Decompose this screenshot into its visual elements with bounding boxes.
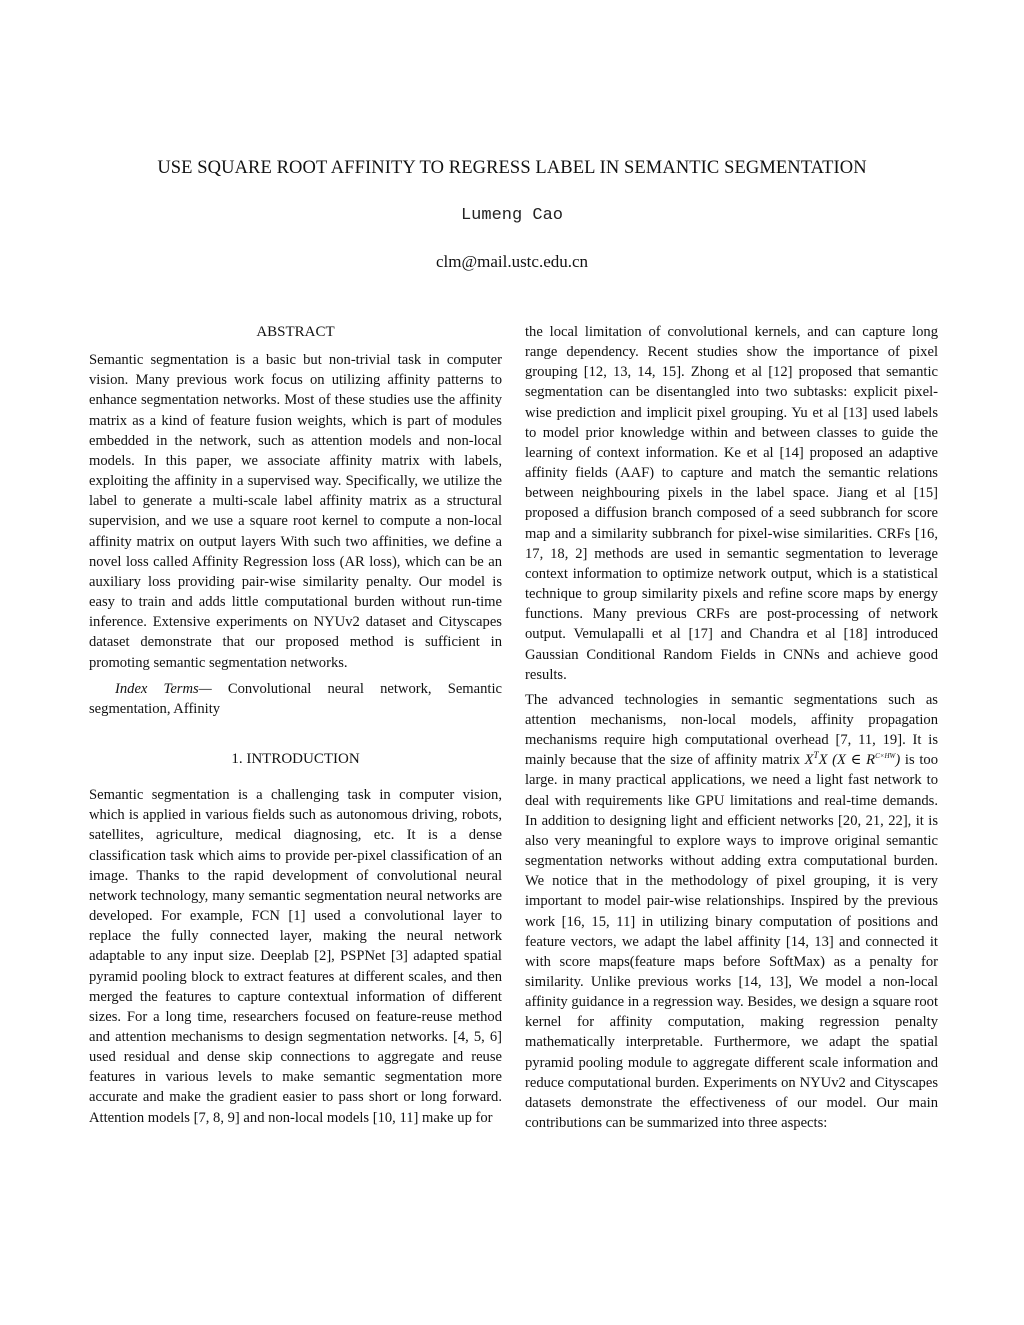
formula-transpose: T: [813, 750, 819, 761]
formula-x: X: [804, 752, 814, 769]
author-name: Lumeng Cao: [460, 206, 564, 225]
introduction-right-paragraph-2: [525, 690, 938, 1133]
left-column: [89, 322, 502, 1128]
introduction-heading: 1. INTRODUCTION: [231, 750, 360, 767]
introduction-left-text: Semantic segmentation is a challenging task in computer vision, which is applied in various fields such as autonomous driving, robots, satellites, agriculture, medical diagnosing, etc. It is a dense classification task which aims to provide per-pixel classification of an image. Thanks to the rapid development of convolutional neural network technology, many semantic segmentation neural networks are developed. For example, FCN [1] used a convolutional layer to replace the fully connected layer, making the neural network adaptable to any input size. Deeplab [2], PSPNet [3] adapted spatial pyramid pooling block to extract features at different scales, and then merged the features to capture contextual information of different sizes. For a long time, researchers focused on feature-reuse method and attention mechanisms to design segmentation networks. [4, 5, 6] used residual and dense skip connections to aggregate and reuse features in various levels to make semantic segmentation more accurate and make the gradient easier to pass short or long forward. Attention models [7, 8, 9] and non-local models [10, 11] make up for: [89, 787, 502, 1126]
paragraph-2-rest: is too large. in many practical applications, we need a light fast network to deal with requirements like GPU limitations and real-time demands. In addition to designing light and efficient networks [20, 21, 22], it is also very meaningful to explore ways to improve original semantic segmentation networks without adding extra computational burden. We notice that in the methodology of pixel grouping, it is very important to model pair-wise relationships. Inspired by the previous work [16, 15, 11] in utilizing binary computation of positions and feature vectors, we adapt the label affinity [14, 13] and connected it with score maps(feature maps before SoftMax) as a penalty for similarity. Unlike previous works [14, 13], We model a non-local affinity guidance in a regression way. Besides, we design a square root kernel for affinity computation, making regression penalty mathematically interpretable. Furthermore, we adapt the spatial pyramid pooling module to aggregate different scale information and reduce computational burden. Experiments on NYUv2 and Cityscapes datasets demonstrate the effectiveness of our model. Our main contributions can be summarized into three aspects:: [525, 752, 938, 1132]
abstract-heading: ABSTRACT: [256, 324, 335, 340]
paper-title: USE SQUARE ROOT AFFINITY TO REGRESS LABEL IN SEMANTIC SEGMENTATION: [157, 158, 867, 178]
index-terms: [89, 679, 502, 719]
formula-dims: C×HW: [875, 752, 896, 761]
affinity-matrix-formula: [805, 752, 901, 768]
index-terms-text: Convolutional neural network, Semantic segmentation, Affinity: [89, 680, 503, 717]
introduction-right-paragraph-1: the local limitation of convolutional kernels, and can capture long range dependency. Recent studies show the importance of pixel grouping [12, 13, 14, 15]. Zhong et al [12] proposed that semantic segmentation can be disentangled into two subtasks: explicit pixel-wise prediction and implicit pixel grouping. Yu et al [13] used labels to model prior knowledge within and between classes to guide the learning of context information. Ke et al [14] proposed an adaptive affinity fields (AAF) to capture and match the semantic relations between neighbouring pixels in the label space. Jiang et al [15] proposed a diffusion branch composed of a seed subbranch for score map and a similarity subbranch for pixel-wise similarities. CRFs [16, 17, 18, 2] methods are used in semantic segmentation to leverage context information to optimize network output, which is a statistical technique to group similarity pixels and refine score maps by energy functions. Many previous CRFs are post-processing of network output. Vemulapalli et al [17] and Chandra et al [18] introduced Gaussian Conditional Random Fields in CNNs and achieve good results.: [525, 324, 938, 683]
formula-close: ): [895, 752, 901, 769]
abstract-text: Semantic segmentation is a basic but non-trivial task in computer vision. Many previous work focus on utilizing affinity patterns to enhance segmentation networks. Most of these studies use the affinity matrix as a kind of feature fusion weights, which is part of modules embedded in the network, such as attention models and non-local models. In this paper, we associate affinity matrix with labels, exploiting the affinity in a supervised way. Specifically, we utilize the label to generate a multi-scale label affinity matrix as a structural supervision, and we use a square root kernel to compute a non-local affinity matrix on output layers With such two affinities, we define a novel loss called Affinity Regression loss (AR loss), which can be an auxiliary loss providing pair-wise similarity penalty. Our model is easy to train and adds little computational burden without run-time inference. Extensive experiments on NYUv2 dataset and Cityscapes dataset demonstrate that our proposed method is sufficient in promoting semantic segmentation networks.: [89, 352, 502, 671]
right-column: [525, 322, 938, 1133]
formula-set: X (X ∈ R: [818, 752, 876, 769]
index-terms-label: Index Terms—: [115, 680, 212, 697]
paragraph-2-start: The advanced technologies in semantic segmentations such as attention mechanisms, non-local models, affinity propagation mechanisms require high computational overhead [7, 11, 19]. It is mainly because that the size of affinity matrix: [525, 691, 938, 769]
author-email: clm@mail.ustc.edu.cn: [435, 252, 589, 271]
